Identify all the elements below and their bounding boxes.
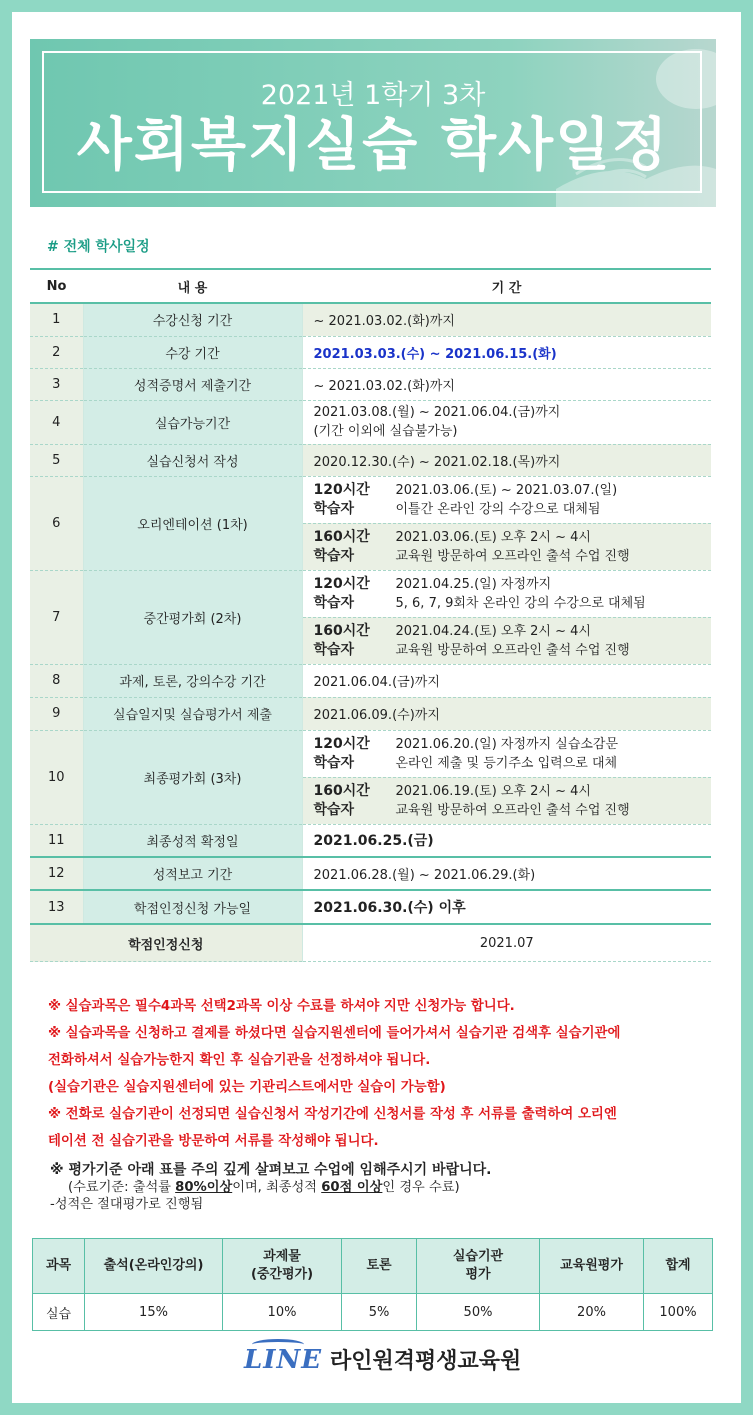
row-period: 2021.03.03.(수) ~ 2021.06.15.(화)	[313, 346, 557, 362]
criteria-heading: ※ 평가기준 아래 표를 주의 깊게 살펴보고 수업에 임해주시기 바랍니다.	[50, 1162, 492, 1178]
row-no: 10	[30, 730, 83, 824]
schedule-header-row	[30, 269, 711, 303]
criteria-line: (수료기준: 출석률 80%이상이며, 최종성적 60점 이상인 경우 수료)	[68, 1180, 460, 1195]
schedule-table	[30, 268, 711, 962]
row-no: 1	[30, 303, 83, 336]
grade-value: 10%	[223, 1294, 342, 1331]
table-row	[30, 890, 711, 924]
header-banner	[30, 39, 716, 207]
row-period: 2021.06.28.(월) ~ 2021.06.29.(화)	[302, 857, 711, 890]
row-item: 실습가능기간	[83, 400, 302, 444]
row-period	[302, 730, 711, 824]
grade-header-row	[33, 1239, 713, 1294]
row-item: 중간평가회 (2차)	[83, 570, 302, 664]
row-period	[302, 570, 711, 664]
row-no: 8	[30, 664, 83, 697]
table-row	[30, 824, 711, 857]
table-row	[30, 303, 711, 336]
sub-row: 160시간 학습자 2021.04.24.(토) 오후 2시 ~ 4시 교육원 방문하여 오프라인 출석 수업 진행	[303, 617, 712, 664]
grade-header: 교육원평가	[540, 1239, 644, 1294]
grade-header: 토론	[342, 1239, 417, 1294]
row-no: 9	[30, 697, 83, 730]
table-row	[30, 444, 711, 476]
period-line: (기간 이외에 실습불가능)	[313, 424, 458, 439]
logo-text: 라인원격평생교육원	[330, 1349, 522, 1374]
row-item: 성적보고 기간	[83, 857, 302, 890]
row-no: 13	[30, 890, 83, 924]
sub-row: 120시간 학습자 2021.06.20.(일) 자정까지 실습소감문 온라인 제출 및 등기주소 입력으로 대체	[313, 735, 619, 771]
criteria	[50, 1162, 491, 1213]
table-row	[30, 857, 711, 890]
row-period: 2021.06.25.(금)	[302, 824, 711, 857]
total-row	[30, 924, 711, 962]
row-period: 2021.06.30.(수) 이후	[302, 890, 711, 924]
sub-row: 160시간 학습자 2021.03.06.(토) 오후 2시 ~ 4시 교육원 방문하여 오프라인 출석 수업 진행	[303, 523, 712, 570]
row-period: ~ 2021.03.02.(화)까지	[302, 368, 711, 400]
table-row	[30, 368, 711, 400]
notes	[48, 993, 718, 1155]
row-item: 최종성적 확정일	[83, 824, 302, 857]
row-item: 수강 기간	[83, 336, 302, 368]
row-period: 2021.06.09.(수)까지	[302, 697, 711, 730]
row-period	[302, 400, 711, 444]
grade-header: 과목	[33, 1239, 85, 1294]
grade-table	[32, 1238, 713, 1331]
grade-header: 출석(온라인강의)	[85, 1239, 223, 1294]
grade-header: 실습기관 평가	[417, 1239, 540, 1294]
row-no: 11	[30, 824, 83, 857]
grade-value: 20%	[540, 1294, 644, 1331]
row-period	[302, 476, 711, 570]
row-no: 2	[30, 336, 83, 368]
footer-logo	[244, 1344, 521, 1375]
row-item: 학점인정신청 가능일	[83, 890, 302, 924]
note-line: ※ 실습과목을 신청하고 결제를 하셨다면 실습지원센터에 들어가셔서 실습기관 검색후 실습기관에	[48, 1026, 621, 1041]
note-line: 테이션 전 실습기관을 방문하여 서류를 작성해야 됩니다.	[48, 1134, 379, 1149]
grade-value: 5%	[342, 1294, 417, 1331]
header-item: 내 용	[83, 269, 302, 303]
logo-mark: LINE	[244, 1344, 323, 1375]
row-item: 수강신청 기간	[83, 303, 302, 336]
row-no: 5	[30, 444, 83, 476]
sub-row: 120시간 학습자 2021.03.06.(토) ~ 2021.03.07.(일) 이틀간 온라인 강의 수강으로 대체됨	[313, 481, 618, 517]
sub-row: 120시간 학습자 2021.04.25.(일) 자정까지 5, 6, 7, 9회차 온라인 강의 수강으로 대체됨	[313, 575, 646, 611]
header-period: 기 간	[302, 269, 711, 303]
table-row	[30, 476, 711, 570]
row-no: 4	[30, 400, 83, 444]
row-no: 12	[30, 857, 83, 890]
row-no: 6	[30, 476, 83, 570]
row-no: 7	[30, 570, 83, 664]
row-no: 3	[30, 368, 83, 400]
row-item: 실습일지및 실습평가서 제출	[83, 697, 302, 730]
row-item: 최종평가회 (3차)	[83, 730, 302, 824]
grade-header: 과제물 (중간평가)	[223, 1239, 342, 1294]
note-line: (실습기관은 실습지원센터에 있는 기관리스트에서만 실습이 가능함)	[48, 1080, 446, 1095]
period-line: 2021.03.08.(월) ~ 2021.06.04.(금)까지	[313, 405, 561, 420]
total-label: 학점인정신청	[30, 924, 302, 962]
table-row	[30, 664, 711, 697]
table-row	[30, 400, 711, 444]
sub-row: 160시간 학습자 2021.06.19.(토) 오후 2시 ~ 4시 교육원 방문하여 오프라인 출석 수업 진행	[303, 777, 712, 824]
table-row	[30, 570, 711, 664]
row-item: 성적증명서 제출기간	[83, 368, 302, 400]
row-item: 과제, 토론, 강의수강 기간	[83, 664, 302, 697]
row-item: 실습신청서 작성	[83, 444, 302, 476]
table-row	[30, 336, 711, 368]
banner-subtitle: 2021년 1학기 3차	[260, 80, 486, 111]
banner-title: 사회복지실습 학사일정	[76, 112, 670, 178]
total-value: 2021.07	[302, 924, 711, 962]
criteria-line: -성적은 절대평가로 진행됨	[50, 1197, 204, 1212]
table-row	[30, 730, 711, 824]
table-row	[30, 697, 711, 730]
grade-value: 실습	[33, 1294, 85, 1331]
grade-value-row	[33, 1294, 713, 1331]
row-period: 2021.06.04.(금)까지	[302, 664, 711, 697]
row-item: 오리엔테이션 (1차)	[83, 476, 302, 570]
note-line: ※ 전화로 실습기관이 선정되면 실습신청서 작성기간에 신청서를 작성 후 서류를 출력하여 오리엔	[48, 1107, 617, 1122]
note-line: 전화하셔서 실습가능한지 확인 후 실습기관을 선정하셔야 됩니다.	[48, 1053, 431, 1068]
header-no: No	[30, 269, 83, 303]
row-period: ~ 2021.03.02.(화)까지	[302, 303, 711, 336]
section-title: # 전체 학사일정	[47, 239, 150, 255]
grade-value: 15%	[85, 1294, 223, 1331]
grade-header: 합계	[644, 1239, 713, 1294]
grade-value: 100%	[644, 1294, 713, 1331]
note-line: ※ 실습과목은 필수4과목 선택2과목 이상 수료를 하셔야 지만 신청가능 합니다.	[48, 999, 515, 1014]
row-period: 2020.12.30.(수) ~ 2021.02.18.(목)까지	[302, 444, 711, 476]
grade-value: 50%	[417, 1294, 540, 1331]
